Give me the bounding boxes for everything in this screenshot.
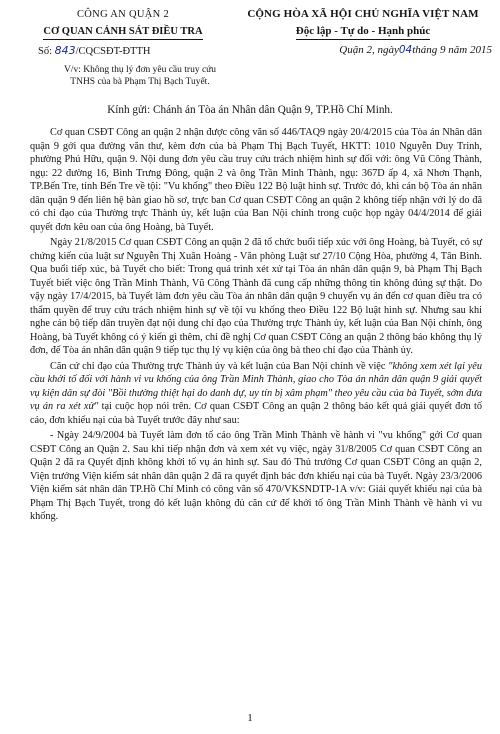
subject-line-1: V/v: Không thụ lý đơn yêu cầu truy cứu: [63, 65, 217, 75]
national-motto: Độc lập - Tự do - Hạnh phúc: [296, 24, 430, 40]
paragraph-3-lead: Căn cứ chỉ đạo của Thường trực Thành ủy và kết luận của Ban Nội chính về việc: [50, 360, 389, 372]
doc-number-suffix: /CQCSĐT-ĐTTH: [75, 46, 151, 57]
salutation: Kính gửi: Chánh án Tòa án Nhân dân Quận 9, TP.Hồ Chí Minh.: [107, 104, 393, 116]
paragraph-3: [30, 360, 482, 428]
document-number: [38, 44, 151, 57]
parent-agency-name: CÔNG AN QUẬN 2: [77, 9, 169, 20]
date-prefix: Quận 2, ngày: [339, 44, 399, 56]
nation-name: CỘNG HÒA XÃ HỘI CHỦ NGHĨA VIỆT NAM: [247, 8, 479, 20]
national-header: [238, 8, 488, 40]
issuing-agency-name: CƠ QUAN CẢNH SÁT ĐIỀU TRA: [43, 25, 202, 40]
doc-number-handwritten: 843: [54, 44, 76, 57]
document-subject: [20, 64, 260, 88]
paragraph-3-quote: "không xem xét lại yêu cầu khởi tố đối với hành vi vu khống của ông Trần Minh Thành, giao cho Tòa án nhân dân quận 9 giải quyết vụ kiện dân sự đòi "Bồi thường thiệt hại do danh dự, uy tín bị xâm phạm" theo yêu cầu của bà Tuyết, sớm đưa vụ án ra xét xử": [30, 360, 482, 412]
paragraph-4: - Ngày 24/9/2004 bà Tuyết làm đơn tố cáo ông Trần Minh Thành về hành vi "vu khống" gởi Cơ quan CSĐT Công an Quận 2. Sau khi tiếp nhận đơn và xem xét vụ việc, ngày 31/8/2005 Cơ quan CSĐT Công an Quận 2 đã ra Quyết định không khởi tố vụ án hình sự. Sau đó Thủ trưởng Cơ quan CSĐT Công an quận 2, Viện trưởng Viện kiểm sát nhân dân quận 2 đã ra quyết định bác đơn khiếu nại của bà Tuyết. Ngày 23/3/2006 Viện kiểm sát nhân dân TP.Hồ Chí Minh có công văn số 470/VKSNDTP-1A v/v: Giải quyết khiếu nại của bà Phạm Thị Bạch Tuyết, trong đó kết luận không đủ căn cứ để khởi tố ông Trần Minh Thành về hành vi vu khống.: [30, 430, 482, 522]
issuing-agency-header: [18, 8, 228, 40]
paragraph-3-tail: tại cuộc họp nói trên. Cơ quan CSĐT Công an quận 2 thông báo kết quả giải quyết đơn tố cáo, đơn khiếu nại của bà Tuyết trước đây như sau:: [30, 401, 483, 426]
page-number: 1: [247, 712, 253, 724]
paragraph-2: Ngày 21/8/2015 Cơ quan CSĐT Công an quận 2 đã tổ chức buổi tiếp xúc với ông Hoàng, bà Tuyết, có sự chứng kiến của luật sư Nguyễn Thị Xuân Hoàng - Văn phòng Luật sư 27/10 Cộng Hòa, phường 4, Tân Bình. Qua buổi tiếp xúc, bà Tuyết cho biết: Trong quá trình xét xử tại Tòa án nhân dân quận 9, bà Phạm Thị Bạch Tuyết biết việc ông Trần Minh Thành, Vũ Công Thành đã cung cấp những thông tin không đúng sự thật. Do vậy ngày 17/4/2015, bà Tuyết làm đơn yêu cầu Tòa án nhân dân quận 9 chuyển vụ án đến cơ quan điều tra có thẩm quyền để truy cứu trách nhiệm hình sự về tội vu khống theo Điều 122 Bộ luật hình sự. Nhưng sau khi nghe cán bộ tiếp dân truyền đạt nội dung chỉ đạo của Thường trực Thành ủy, kết luận của Ban Nội chính, ông Hoàng, bà Tuyết không có ý kiến gì thêm, chỉ đề nghị Cơ quan CSĐT Công an quận 2 thông báo không thụ lý đơn, để Tòa án nhân dân quận 9 tiếp tục thụ lý vụ kiện của ông bà theo chỉ đạo của Thành ủy.: [30, 237, 483, 356]
date-day-handwritten: 04: [398, 44, 413, 56]
document-body: [30, 126, 482, 526]
paragraph-1: Cơ quan CSĐT Công an quận 2 nhận được công văn số 446/TAQ9 ngày 20/4/2015 của Tòa án Nhân dân quận 9 gởi qua đường văn thư, kèm đơn của bà Phạm Thị Bạch Tuyết, HKTT: 1010 Nguyễn Duy Trinh, phường Phú Hữu, quận 9. Nội dung đơn yêu cầu truy cứu trách nhiệm hình sự đối với: ông Vũ Công Thành, ngụ: 22 đường 16, Bình Trưng Đông, quận 2 và ông Trần Minh Thành, ngụ: 367D ấp 4, xã Nhơn Thạnh, TP.Bến Tre, tỉnh Bến Tre về tội: "Vu khống" theo Điều 122 Bộ luật hình sự. Trước đó, khi cán bộ Tòa án nhân dân quận 9 đến liên hệ bàn giao hồ sơ, trực ban Cơ quan CSĐT Công an quận 2 không tiếp nhận với lý do đã có chỉ đạo của Thường trực Thành ủy, kết luận của Ban Nội chính trong cuộc họp ngày 04/4/2014 để giải quyết đơn kêu oan của ông Hoàng, bà Tuyết.: [30, 127, 482, 233]
subject-line-2: TNHS của bà Phạm Thị Bạch Tuyết.: [70, 77, 210, 87]
doc-number-prefix: Số:: [38, 46, 53, 57]
date-suffix: tháng 9 năm 2015: [412, 44, 492, 56]
date-line: [262, 44, 492, 56]
